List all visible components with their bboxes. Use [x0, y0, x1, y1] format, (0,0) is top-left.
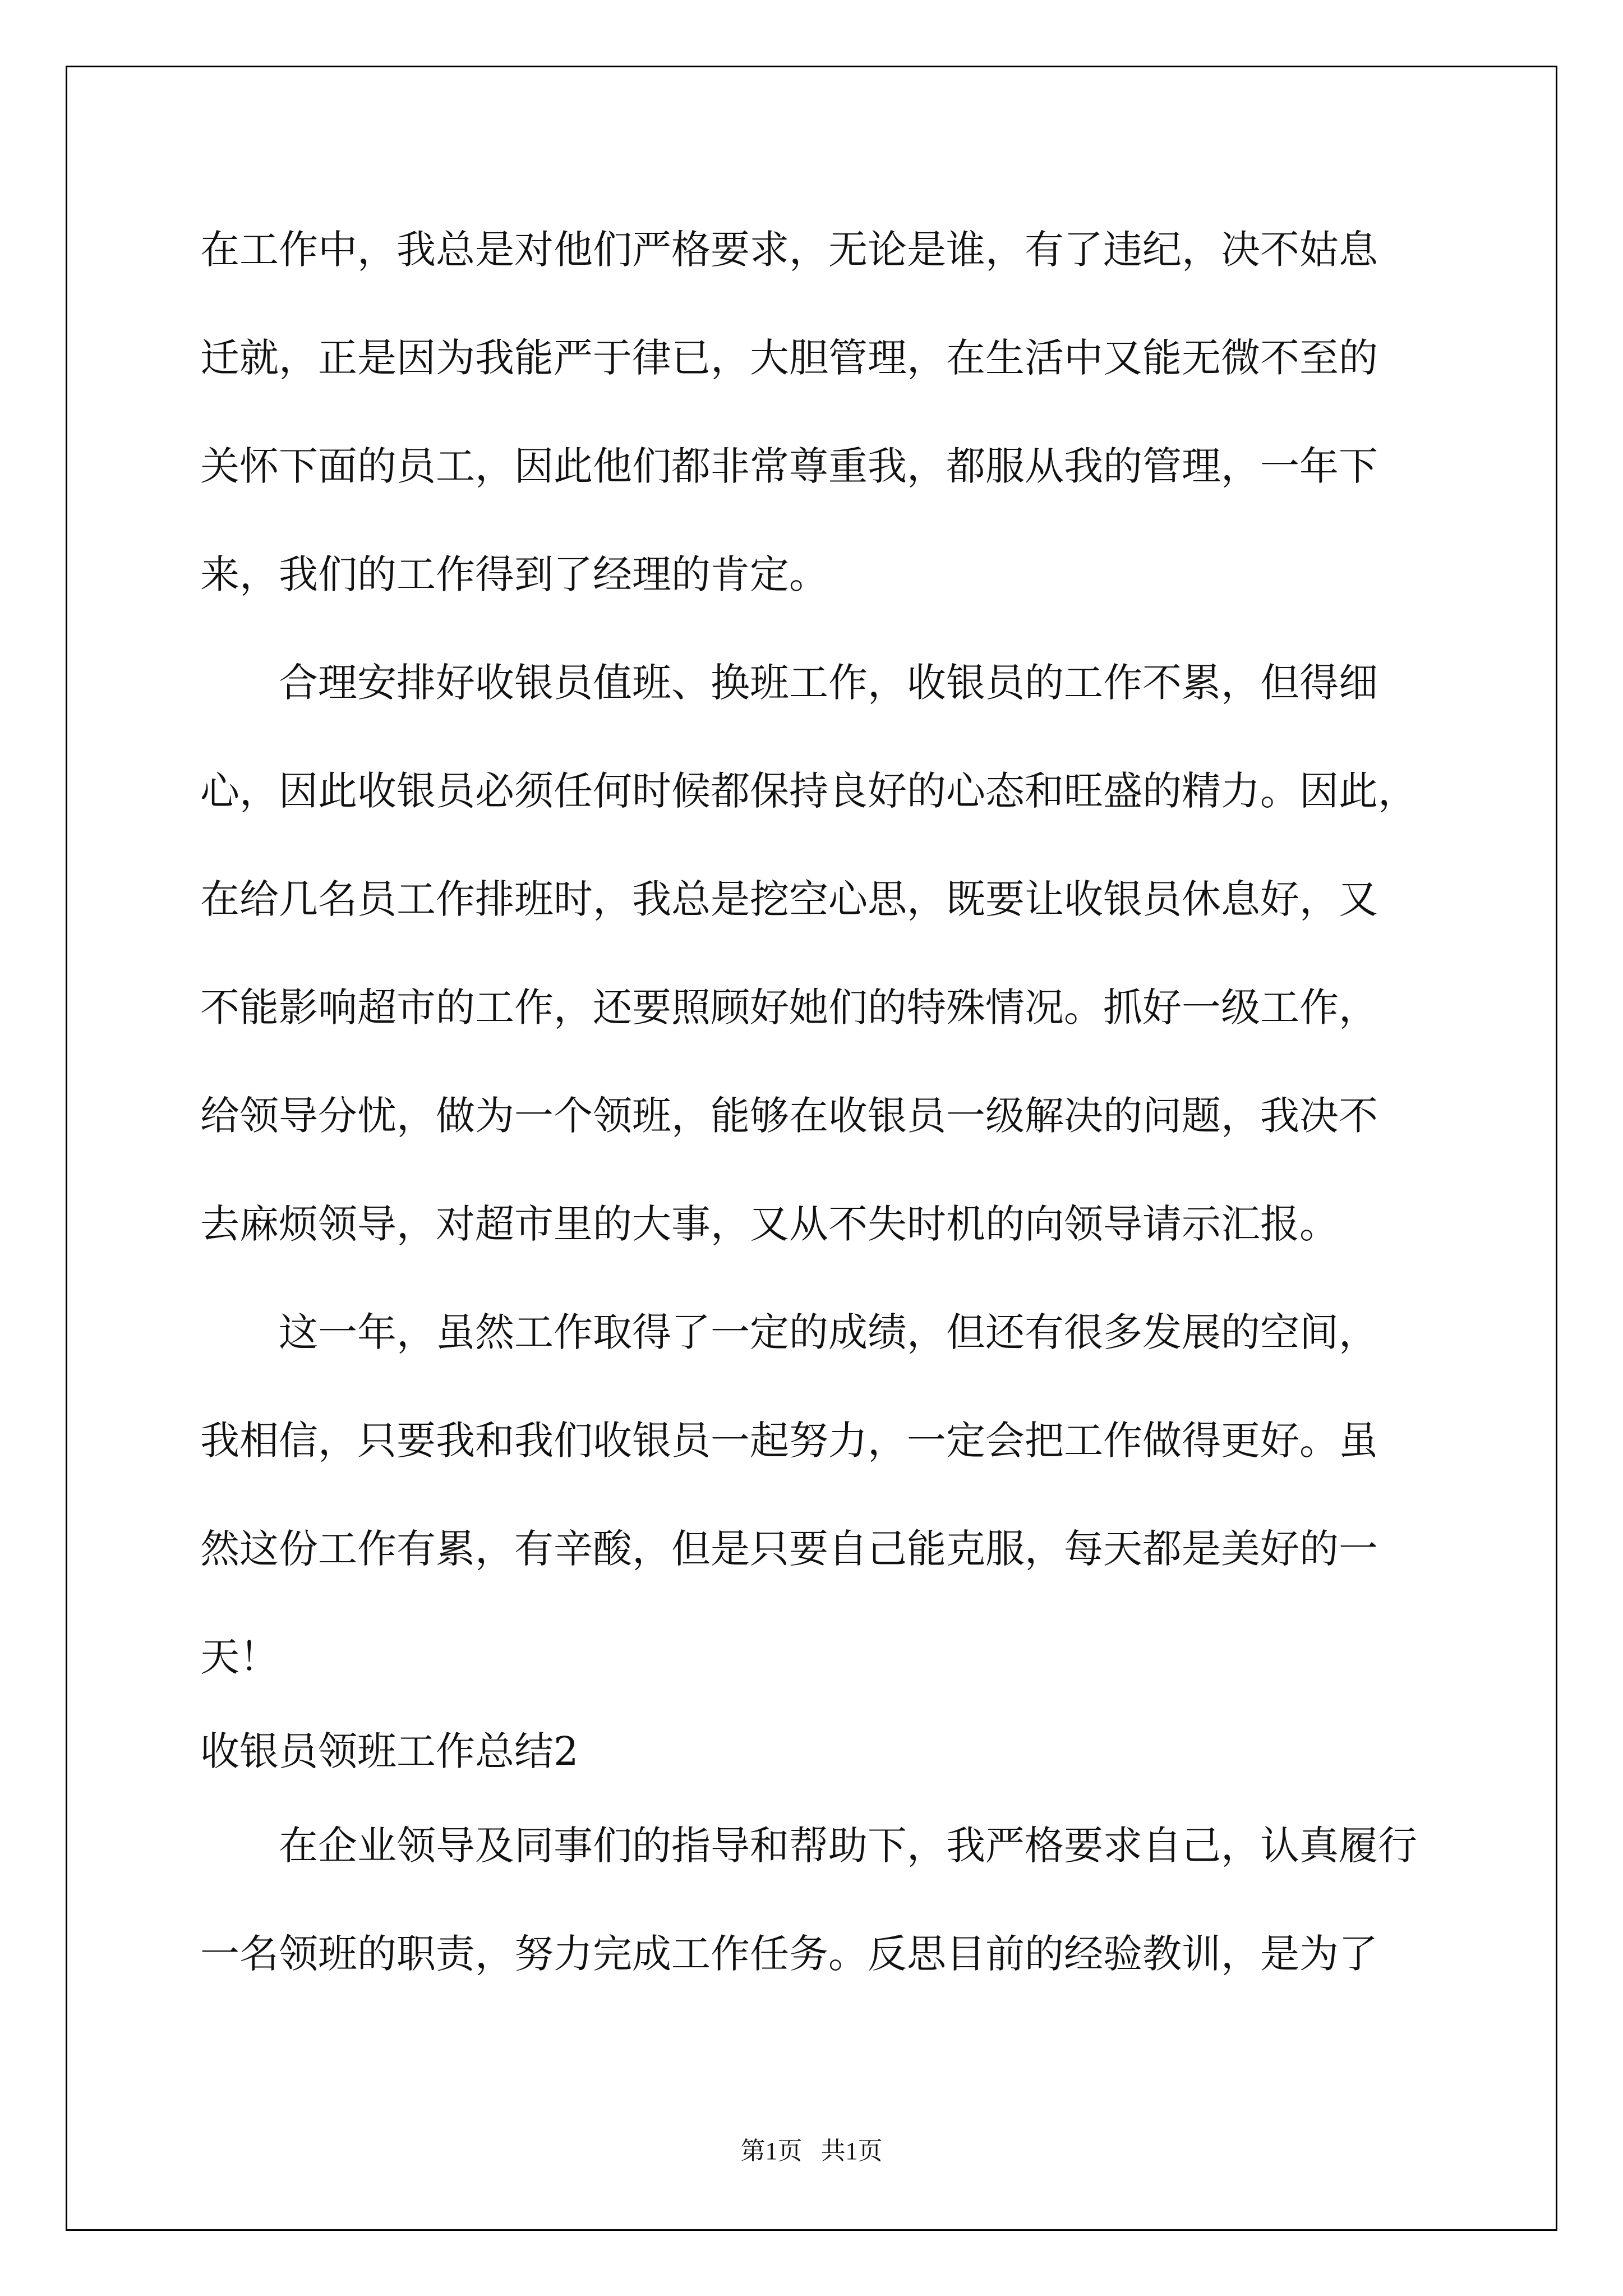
text-line: 给领导分忧，做为一个领班，能够在收银员一级解决的问题，我决不	[200, 1093, 1378, 1139]
text-line: 在企业领导及同事们的指导和帮助下，我严格要求自己，认真履行	[200, 1823, 1417, 1869]
text-line: 关怀下面的员工，因此他们都非常尊重我，都服从我的管理，一年下	[200, 443, 1378, 489]
text-line: 来，我们的工作得到了经理的肯定。	[200, 551, 828, 597]
section-heading: 收银员领班工作总结2	[200, 1728, 579, 1774]
text-line: 在工作中，我总是对他们严格要求，无论是谁，有了违纪，决不姑息	[200, 227, 1378, 273]
text-line: 我相信，只要我和我们收银员一起努力，一定会把工作做得更好。虽	[200, 1418, 1378, 1464]
text-line: 去麻烦领导，对超市里的大事，又从不失时机的向领导请示汇报。	[200, 1201, 1339, 1247]
text-line: 这一年，虽然工作取得了一定的成绩，但还有很多发展的空间，	[200, 1309, 1378, 1355]
page-footer	[0, 2131, 1623, 2166]
text-line: 迁就，正是因为我能严于律已，大胆管理，在生活中又能无微不至的	[200, 335, 1378, 381]
text-line: 在给几名员工作排班时，我总是挖空心思，既要让收银员休息好，又	[200, 876, 1378, 922]
page-border	[66, 66, 1557, 2231]
text-line: 一名领班的职责，努力完成工作任务。反思目前的经验教训，是为了	[200, 1931, 1378, 1977]
text-line: 不能影响超市的工作，还要照顾好她们的特殊情况。抓好一级工作，	[200, 984, 1378, 1030]
text-line: 心，因此收银员必须任何时候都保持良好的心态和旺盛的精力。因此，	[200, 768, 1417, 814]
text-line: 合理安排好收银员值班、换班工作，收银员的工作不累，但得细	[200, 660, 1378, 706]
text-line: 天！	[200, 1634, 279, 1680]
page-number: 第1页 共1页	[740, 2137, 883, 2165]
text-line: 然这份工作有累，有辛酸，但是只要自己能克服，每天都是美好的一	[200, 1526, 1378, 1572]
